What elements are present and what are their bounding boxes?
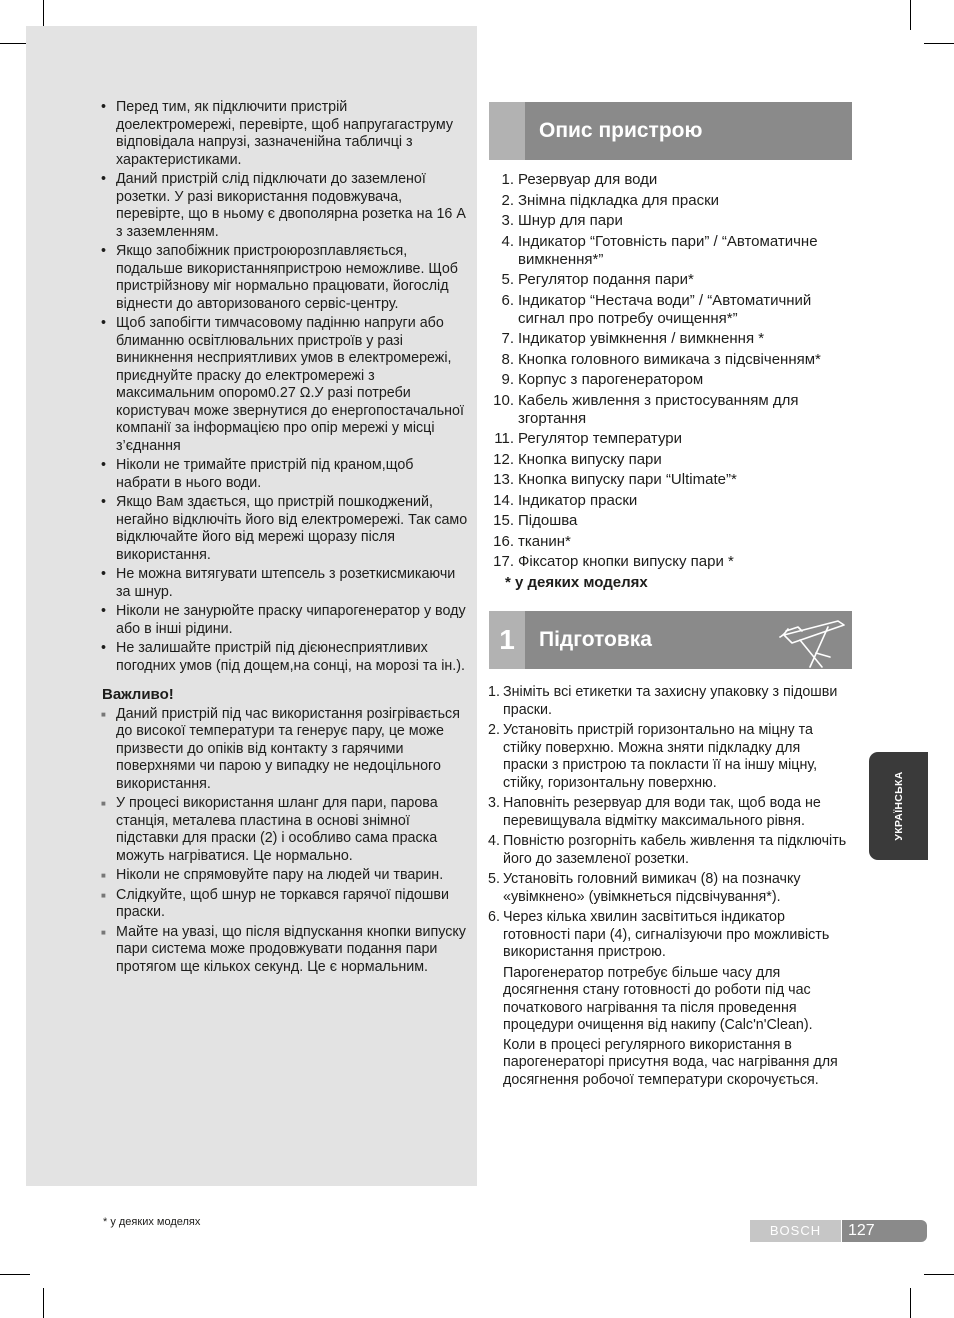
list-item [489, 553, 859, 571]
list-item: • Якщо запобіжник пристроюрозплавляється, подальше використанняпристрою неможливе. Щоб пристрійзнову міг нормально працювати, йогослід віднести до авторизованого сервіс-центру. [100, 243, 468, 313]
item-text: Кнопка головного вимикача з підсвіченням* [518, 350, 821, 368]
step-number: 4. [488, 833, 500, 849]
list-item [489, 330, 859, 348]
list-item [488, 684, 848, 719]
list-item [489, 392, 859, 428]
item-number: 6. [501, 291, 514, 309]
list-item [489, 512, 859, 530]
item-text: Регулятор подання пари* [518, 271, 694, 288]
list-item [489, 451, 859, 469]
step-number: 2. [488, 722, 500, 738]
list-item [488, 795, 848, 830]
list-item [489, 233, 859, 269]
item-text: Індикатор “Готовність пари” / “Автоматичне вимкнення*” [518, 232, 818, 268]
description-title: Опис пристрою [539, 119, 703, 142]
item-text: Індикатор увімкнення / вимкнення * [518, 330, 765, 347]
list-item [488, 833, 848, 868]
list-item [489, 492, 859, 510]
item-text: Резервуар для води [518, 171, 658, 188]
preparation-title: Підготовка [539, 628, 652, 651]
step-paragraph: Парогенератор потребує більше часу для досягнення стану готовності до роботи під час початкового нагрівання та після проведення процедури очищення від накипу (Calc'n'Clean). [503, 964, 813, 1033]
models-footnote: * у деяких моделях [505, 573, 648, 591]
important-heading: Важливо! [102, 686, 174, 703]
item-text: Знімна підкладка для праски [518, 191, 720, 209]
step-text: Установіть пристрій горизонтально на міцну та стійку поверхню. Можна зняти підкладку для праски з пристрою та покласти її на іншу міцну, стійку, горизонтальну поверхню. [503, 722, 818, 791]
item-text: Регулятор температури [518, 430, 683, 447]
item-number: 3. [501, 212, 514, 229]
safety-column [100, 99, 468, 978]
crop-mark [0, 1274, 30, 1275]
item-text: тканин* [518, 532, 571, 550]
step-number: 6. [488, 909, 500, 925]
item-text: Індикатор “Нестача води” / “Автоматичний сигнал про потребу очищення*” [518, 291, 812, 327]
language-tab-label: УКРАЇНСЬКА [892, 771, 905, 841]
item-number: 14. [493, 491, 514, 509]
list-item [488, 722, 848, 792]
description-header [489, 102, 852, 160]
step-number: 5. [488, 871, 500, 887]
list-item [488, 871, 848, 906]
safety-list [100, 99, 468, 675]
item-number: 5. [501, 271, 514, 288]
item-number: 11. [494, 430, 514, 447]
crop-mark [910, 1288, 911, 1318]
item-number: 2. [501, 191, 514, 209]
list-item [489, 292, 859, 328]
list-item [489, 192, 859, 210]
list-item: ■ Даний пристрій під час використання розігрівається до високої температури та генерує пару, це може призвести до опіків від контакту з гарячими поверхнями чи парою у випадку не недоцільного використання. [100, 706, 468, 794]
item-number: 10. [493, 391, 514, 409]
step-text: Наповніть резервуар для води так, щоб вода не перевищувала відмітку максимального рівня. [503, 795, 821, 829]
item-text: Кнопка випуску пари [518, 450, 662, 468]
list-item: • Не залишайте пристрій під дієюнесприятливих погодних умов (під дощем,на сонці, на морозі та ін.). [100, 640, 468, 675]
item-number: 8. [501, 350, 514, 368]
item-number: 12. [493, 450, 514, 468]
step-number: 3. [488, 795, 500, 811]
list-item: ■ У процесі використання шланг для пари, парова станція, металева пластина в основі знімної підставки для праски (2) і особливо сама праска можуть нагріватися. Це нормально. [100, 795, 468, 865]
item-number: 16. [493, 532, 514, 550]
language-tab [869, 752, 928, 860]
item-text: Шнур для пари [518, 212, 623, 229]
preparation-steps [488, 684, 848, 1089]
crop-mark [924, 43, 954, 44]
list-item: ■ Ніколи не спрямовуйте пару на людей чи тварин. [100, 867, 468, 885]
item-text: Індикатор праски [518, 491, 638, 509]
step-text: Установіть головний вимикач (8) на позначку «увімкнено» (увімкнеться підсвічування*). [503, 871, 801, 905]
section-number: 1 [489, 611, 525, 669]
important-list [100, 706, 468, 977]
parts-list [489, 171, 859, 592]
item-number: 7. [501, 330, 514, 347]
item-number: 17. [493, 553, 514, 570]
list-item [489, 371, 859, 389]
item-number: 1. [501, 171, 514, 188]
step-text: Через кілька хвилин засвітиться індикатор готовності пари (4), сигналізуючи про можливість використання пристрою. [503, 909, 830, 960]
crop-mark [43, 1288, 44, 1318]
list-item [489, 271, 859, 289]
step-text: Зніміть всі етикетки та захисну упаковку з підошви праски. [503, 684, 838, 718]
list-item: • Перед тим, як підключити пристрій доелектромережі, перевірте, щоб напругагаструму відповідала напрузі, зазначенійна табличці з характеристиками. [100, 99, 468, 169]
item-text: Кабель живлення з пристосуванням для згортання [518, 391, 799, 427]
preparation-header [489, 611, 852, 669]
crop-mark [910, 0, 911, 30]
ironing-board-icon [778, 613, 850, 669]
list-item [489, 351, 859, 369]
crop-mark [924, 1274, 954, 1275]
item-text: Кнопка випуску пари “Ultimate”* [518, 471, 737, 488]
list-item: ■ Слідкуйте, щоб шнур не торкався гарячої підошви праски. [100, 887, 468, 922]
brand-label: BOSCH [750, 1220, 841, 1242]
step-paragraph: Коли в процесі регулярного використання в парогенераторі присутня вода, час нагрівання для досягнення робочої температури скорочується. [503, 1036, 838, 1088]
list-item: • Ніколи не тримайте пристрій під краном,щоб набрати в нього води. [100, 457, 468, 492]
item-text: Корпус з парогенератором [518, 371, 704, 388]
list-item: • Якщо Вам здається, що пристрій пошкоджений, негайно відключіть його від електромережі. Так само відключайте його від мережі щоразу після використання. [100, 494, 468, 564]
page-footnote: * у деяких моделях [103, 1216, 201, 1228]
list-item [489, 430, 859, 448]
list-item [489, 533, 859, 551]
page-number: 127 [842, 1220, 927, 1242]
item-number: 4. [501, 232, 514, 250]
step-number: 1. [488, 684, 500, 700]
step-text: Повністю розгорніть кабель живлення та підключіть його до заземленої розетки. [503, 833, 847, 867]
list-item: • Даний пристрій слід підключати до заземленої розетки. У разі використання подовжувача, перевірте, що в ньому є двополярна розетка на 16 А з заземленням. [100, 171, 468, 241]
list-item [488, 909, 848, 962]
list-item [489, 171, 859, 189]
list-item: • Щоб запобігти тимчасовому падінню напруги або блиманню освітлювальних пристроїв у разі виникнення несприятливих умов в електромережі, приєднуйте праску до електромережі з максимальним опором0.27 Ω.У разі потреби користувач може звернутися до енергопостачальної компанії за інформацією про опір мережі у місці з’єднання [100, 315, 468, 455]
list-item: • Не можна витягувати штепсель з розеткисмикаючи за шнур. [100, 566, 468, 601]
item-number: 9. [501, 371, 514, 388]
item-number: 13. [493, 471, 514, 488]
item-number: 15. [493, 512, 514, 529]
list-item: • Ніколи не занурюйте праску чипарогенератор у воду або в інші рідини. [100, 603, 468, 638]
section-number-box [489, 102, 525, 160]
list-item [489, 212, 859, 230]
item-text: Фіксатор кнопки випуску пари * [518, 553, 734, 570]
list-item: ■ Майте на увазі, що після відпускання кнопки випуску пари система може продовжувати подання пари протягом ще кількох секунд. Це є нормальним. [100, 924, 468, 977]
list-item [489, 471, 859, 489]
item-text: Підошва [518, 512, 578, 529]
